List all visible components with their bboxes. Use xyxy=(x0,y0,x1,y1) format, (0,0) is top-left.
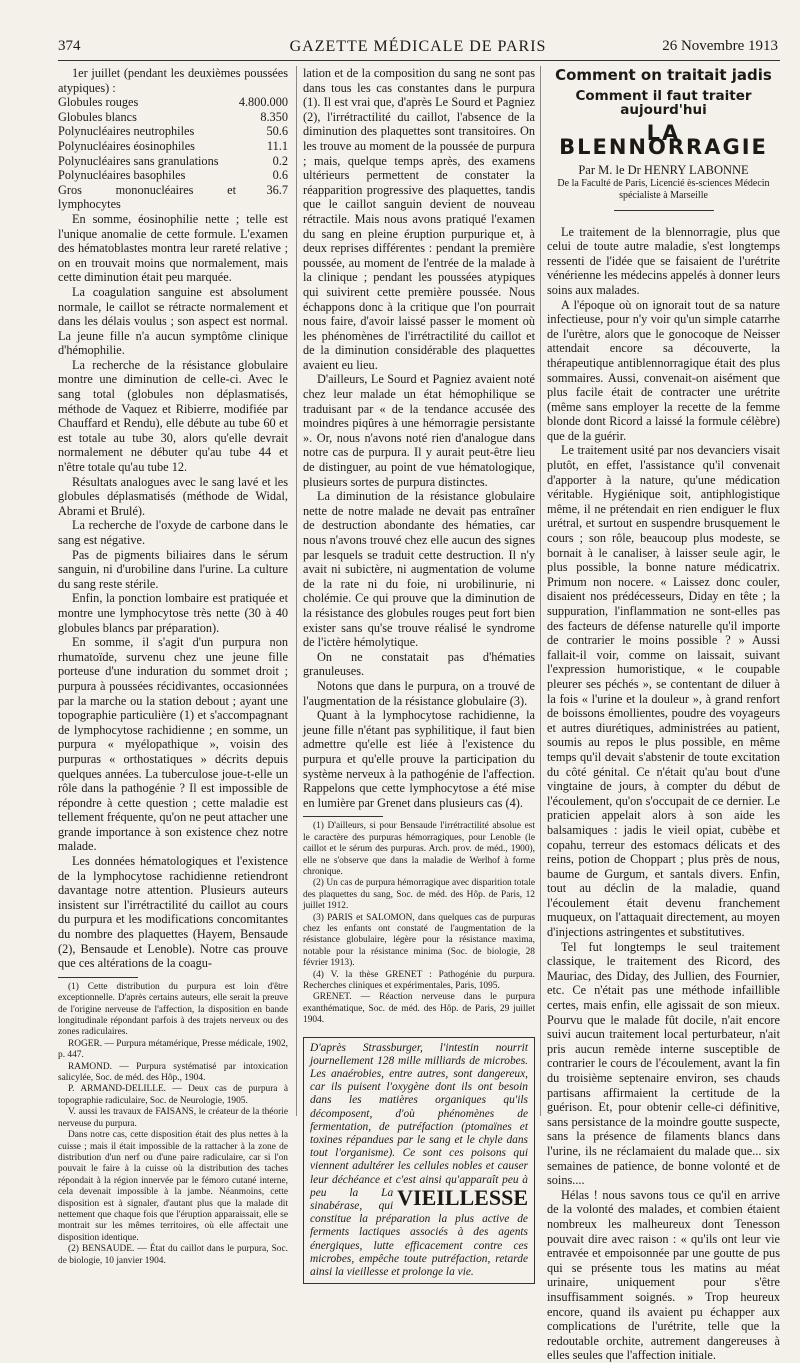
footnote: (1) Cette distribution du purpura est loin d'être exceptionnelle. D'après certains auteurs, elle serait la preuve de l'origine nerveuse de l'affection, la disposition en bande longitudinale répondant parfois à des trajets nerveux ou des zones radiculaires. xyxy=(58,981,288,1038)
footnotes xyxy=(58,982,288,1267)
paragraph: En somme, éosinophilie nette ; telle est l'unique anomalie de cette formule. L'examen des hématoblastes montra leur rareté relative ; on en trouvait moins que normalement, mais cette diminution était peu marquée. xyxy=(58,211,288,285)
list-item: Globules blancs 8.350 xyxy=(58,109,288,124)
ad-headline: VIEILLESSE xyxy=(397,1184,528,1210)
column-divider xyxy=(540,66,541,1116)
paragraph: A l'époque où on ignorait tout de sa nature infectieuse, pour n'y voir qu'un simple catarrhe de l'urètre, alors que le gonocoque de Neisser attendait encore sa découverte, la thérapeutique antiblennorragique était des plus sommaires. Aussi, convenait-on aisément que plus facile était de contracter une urétrite (même sans employer la recette de la femme blonde dont Ricord a laissé la formule célèbre) que de la guérir. xyxy=(547,297,780,443)
footnote: GRENET. — Réaction nerveuse dans le purpura exanthématique, Soc. de méd. des Hôp. de Paris, 29 juillet 1904. xyxy=(303,992,535,1026)
author-affiliation: De la Faculté de Paris, Licencié ès-sciences Médecin spécialiste à Marseille xyxy=(557,177,770,201)
ad-text: D'après Strassburger, l'intestin nourrit journellement 128 mille milliards de microbes. Les anaérobies, entre autres, sont dangereux, car ils puisent l'oxygène dont ils ont besoin dans les matières organiques qu'ils décomposent, d'où phénomènes de fermentation, de putréfaction (ptomaïnes et toxines répandues par le sang et le chyle dans tout l'organisme). Ce sont ces poisons qui viennent adultérer les cellules nobles et causer leur déchéance et c'est ainsi qu'apparaît peu à peu la xyxy=(310,1041,528,1199)
paragraph: Résultats analogues avec le sang lavé et les globules déplasmatisés (méthode de Widal, Abrami et Brulé). xyxy=(58,474,288,518)
header-rule xyxy=(58,60,780,61)
paragraph: Hélas ! nous savons tous ce qu'il en arrive de la volonté des malades, et combien étaient nombreux les malheureux dont Tenesson pouvait dire avec raison : « qu'ils ont leur vie entravée et empoisonnée par une goutte de pus qui se présente tous les matins au méat urinaire, uniquement pour s'être insuffisamment soignés. » Trop heureux encore, quand ils avaient pu échapper aux complications de l'urétrite, telle que la redoutable orchite, autrement dangereuses à elles seules que l'affection initiale. xyxy=(547,1187,780,1363)
footnote: P. ARMAND-DELILLE. — Deux cas de purpura à topographie radiculaire, Soc. de Neurologie, 1905. xyxy=(58,1084,288,1106)
column-divider xyxy=(296,66,297,1116)
footnote: (1) D'ailleurs, si pour Bensaude l'irrétractilité absolue est le caractère des purpuras hémorragiques, pour Lenoble (le caillot et le sérum des purpuras. Arch. prov. de méd., 1900), elle ne s'observe que dans la maladie de Werlhof à forme chronique. xyxy=(303,821,535,877)
ad-text-2: La sinabérase, qui constitue la préparation la plus active de ferments lactiques associés à des agents énergiques, lutte efficacement contre ces microbes, empêche toute putréfaction, retarde ainsi la vieillesse et prolonge la vie. xyxy=(310,1186,528,1279)
column-1 xyxy=(58,66,288,1267)
footnote: Dans notre cas, cette disposition était des plus nettes à la cuisse ; mais il était impossible de la rattacher à la zone de distribution d'un nerf ou d'une paire radiculaire, car si l'on pouvait le faire à la cuisse où la distribution des taches répondait à la région innervée par le fémoro cutané interne, cela devenait impossible à la jambe. Néanmoins, cette disposition est à signaler, d'autant plus que la malade dit nettement que chaque fois que l'éruption apparaissait, elle se montrait sur les mêmes territoires, où elle affectait une disposition identique. xyxy=(58,1130,288,1243)
title-rule xyxy=(614,210,714,211)
footnote: (4) V. la thèse GRENET : Pathogénie du purpura. Recherches cliniques et expérimentales, Paris, 1095. xyxy=(303,969,535,991)
paragraph: lation et de la composition du sang ne sont pas dans tous les cas constantes dans le purpura (1). Il est vrai que, d'après Le Sourd et Pagniez (2), l'irrétractilité du caillot, l'absence de la diminution des plaquettes sont transitoires. On les trouve au moment de la poussée de purpura ; mais, quelque temps après, des examens ultérieurs permettent de constater la réapparition progressive des plaquettes, tandis que le caillot sanguin devient de nouveau rétractile. Mais nous avons pratiqué l'examen du sang en pleine éruption purpurique et, à deux reprises différentes : pendant la première poussée, au moment de l'entrée de la malade à la clinique ; pendant les poussées atypiques qui suivirent cette première poussée. Nous échappons donc à la critique que l'on pourrait nous faire, d'avoir laissé passer le moment où les phénomènes de l'irrétractilité du caillot et de la diminution considérable des plaquettes avaient eu lieu. xyxy=(303,66,535,372)
footnote: V. aussi les travaux de FAISANS, le créateur de la théorie nerveuse du purpura. xyxy=(58,1107,288,1129)
list-item: Polynucléaires éosinophiles 11.1 xyxy=(58,138,288,153)
paragraph: La coagulation sanguine est absolument normale, le caillot se rétracte normalement et dans les délais voulus ; son aspect est normal. La jeune fille n'a aucun symptôme clinique d'hémophilie. xyxy=(58,284,288,358)
footnotes xyxy=(303,821,535,1026)
footnote: ROGER. — Purpura métamérique, Presse médicale, 1902, p. 447. xyxy=(58,1038,288,1061)
footnote-rule xyxy=(58,977,138,978)
issue-date: 26 Novembre 1913 xyxy=(662,38,778,54)
article-subtitle: Comment il faut traiter aujourd'hui xyxy=(575,87,752,119)
footnote: (3) PARIS et SALOMON, dans quelques cas de purpuras chez les enfants ont constaté de l'augmentation de la résistance globulaire, légère pour la résistance maxima, notable pour la résistance minima (Soc. de biologie, 28 février 1913). xyxy=(303,912,535,969)
paragraph: La diminution de la résistance globulaire nette de notre malade ne devait pas entraîner de destruction abondante des hématies, car nous n'avons trouvé chez elle aucun des signes par lesquels se traduit cette destruction. Il n'y avait ni subictère, ni augmentation de volume de la rate ni du foie, ni urobilinurie, ni cholémie. Ce qui prouve que la diminution de la résistance des globules rouges peut fort bien exister sans qu'se trouve réalisé le syndrome de l'ictère hémolytique. xyxy=(303,489,535,650)
list-item: Polynucléaires neutrophiles 50.6 xyxy=(58,124,288,139)
blood-count-list xyxy=(58,95,288,212)
list-item: Polynucléaires sans granulations 0.2 xyxy=(58,153,288,168)
journal-title: GAZETTE MÉDICALE DE PARIS xyxy=(289,38,547,55)
paragraph: Quant à la lymphocytose rachidienne, la jeune fille n'étant pas syphilitique, il faut bien admettre qu'elle est liée à l'existence du purpura et qu'elle prouve la participation du système nerveux à la pathogénie de l'affection. Rappelons que cette lymphocytose a été mise en lumière par Grenet dans plusieurs cas (4). xyxy=(303,708,535,810)
paragraph: La recherche de la résistance globulaire montre une diminution de celle-ci. Avec le sang total (globules non déplasmatisés, méthode de Vaquez et Ribierre, modifiée par Chauffard et Rendu), elle débute au tube 60 et est totale au tube 30, alors qu'elle devrait normalement ne débuter qu'au tube 44 et n'être totale qu'au tube 12. xyxy=(58,357,288,475)
blood-count-lead: 1er juillet (pendant les deuxièmes poussées atypiques) : xyxy=(58,66,288,95)
paragraph: En somme, il s'agit d'un purpura non rhumatoïde, survenu chez une jeune fille porteuse d'une induration du sommet droit ; purpura à poussées récidivantes, occasionnées par la marche ou la station debout ; ayant une topographie particulière (1) et s'accompagnant de lymphocytose rachidienne ; en somme, un purpura « myélopathique », voisin des purpuras « orthostatiques » décrits depuis quelques années. La tuberculose joue-t-elle un rôle dans la pathogénie ? Il est impossible de répondre à cette question ; cette maladie est tellement fréquente, qu'on ne peut attacher une grande importance à son existence chez notre malade. xyxy=(58,635,288,854)
footnote: (2) Un cas de purpura hémorragique avec disparition totale des plaquettes du sang, Soc. de méd. des Hôp. de Paris, 12 juillet 1912. xyxy=(303,878,535,912)
column-3 xyxy=(547,66,780,1363)
page-header xyxy=(58,38,778,62)
paragraph: Le traitement usité par nos devanciers visait plutôt, en effet, l'assistance qu'il convenait d'apporter à la nature, qu'une médication véritable. Hygiénique soit, antiphlogistique même, il ne prétendait en rien endiguer le flux urétral, et surtout en suspendre brusquement le cours ; son rôle, beaucoup plus modeste, se bornait à le canaliser, à laisser seule agir, le plus possible, la bonne nature médicatrix. Primum non nocere. « Laissez donc couler, disaient nos prédécesseurs, Diday en tête ; la suppuration, l'inflammation ne sont-elles pas des facteurs de défense naturelle qu'il importe de contrarier le moins possible ? » Aussi fallait-il voir, comme on laissait, suivant l'expression humoristique, « le coupable pleurer ses péchés », se contentant de diluer à la fois « l'urine et la douleur », à grand renfort de boissons émollientes, poudre des voyageurs et autres diurétiques, administrées au patient, soumis au repos le plus possible, en même temps qu'il devait s'abstenir de toute excitation du côté génital. Ce n'était qu'au bout d'une vingtaine de jours, à compter du début de l'écoulement, qu'on s'occupait de ce dernier. Le praticien appelait alors à son aide les balsamiques : jadis le vieil opiat, cubèbe et copahu, terreur des estomacs délicats et des reins, potion de Choppart ; plus près de nous, baume de Gurgum, et santals divers. Enfin, tout au déclin de la maladie, quand l'écoulement était devenu franchement muqueux, on l'attaquait directement, au moyen d'injections astringentes et substitutives. xyxy=(547,443,780,940)
list-item: Gros mononucléaires et lymphocytes 36.7 xyxy=(58,182,288,212)
paragraph: La recherche de l'oxyde de carbone dans le sang est négative. xyxy=(58,518,288,547)
paragraph: Notons que dans le purpura, on a trouvé de l'augmentation de la résistance globulaire (3). xyxy=(303,678,535,708)
advertisement-box xyxy=(303,1037,535,1285)
column-2 xyxy=(303,66,535,1284)
paragraph: Pas de pigments biliaires dans le sérum sanguin, ni d'urobiline dans l'urine. La culture du sang reste stérile. xyxy=(58,547,288,591)
paragraph: Les données hématologiques et l'existence de la lymphocytose rachidienne retiendront davantage notre attention. Plusieurs auteurs insistent sur l'irrétractilité du caillot au cours du purpura et les modifications concomitantes du nombre des plaquettes (Hayem, Bensaude (2), Bensaude et Lenoble). Notre cas prouve que ces altérations de la coagu- xyxy=(58,854,288,971)
list-item: Polynucléaires basophiles 0.6 xyxy=(58,168,288,183)
list-item: Globules rouges 4.800.000 xyxy=(58,95,288,110)
page-number: 374 xyxy=(58,38,81,54)
article-byline: Par M. le Dr HENRY LABONNE xyxy=(578,162,749,177)
article-kicker: Comment on traitait jadis xyxy=(555,66,772,84)
footnote: RAMOND. — Purpura systématisé par intoxication salicylée, Soc. de méd. des Hôp., 1904. xyxy=(58,1061,288,1084)
article-title: LA BLENNORRAGIE xyxy=(559,120,768,160)
footnote-rule xyxy=(303,816,383,817)
paragraph: Tel fut longtemps le seul traitement classique, le traitement des Ricord, des Mauriac, des Diday, des Jullien, des Fournier, etc. Ce n'était pas une méthode infaillible certes, mais enfin, elle agissait de son mieux. Pourvu que le malade fût docile, n'ait encore suivi aucun traitement local perturbateur, n'ait pris aucun remède interne susceptible de contrarier le cours de l'écoulement, avant la fin du troisième septenaire environ, ses chauds partisans affirmaient la certitude de la guérison. Et, pour obtenir celle-ci définitive, sans persistance de la moindre goutte suspecte, sans la présence de filaments blancs dans l'urine, ils ne réclamaient du malade que... six semaines de patience, de bonne volonté et de soins.... xyxy=(547,939,780,1188)
paragraph: Enfin, la ponction lombaire est pratiquée et montre une lymphocytose très nette (30 à 40 globules blancs par préparation). xyxy=(58,591,288,635)
paragraph: Le traitement de la blennorragie, plus que celui de toute autre maladie, s'est longtemps ressenti de l'idée que se faisaient de l'urétrite vénérienne les médecins appelés à donner leurs soins aux malades. xyxy=(547,224,780,297)
footnote: (2) BENSAUDE. — État du caillot dans le purpura, Soc. de biologie, 10 janvier 1904. xyxy=(58,1244,288,1266)
paragraph: D'ailleurs, Le Sourd et Pagniez avaient noté chez leur malade un état hémophilique se traduisant par « de la tendance accusée des moindres piqûres à une hémorragie persistante ». Or, nous n'avons noté rien d'analogue dans notre cas de purpura. Il y aurait peut-être lieu de distinguer, au point de vue hématologique, plusieurs sortes de purpura distinctes. xyxy=(303,372,535,489)
paragraph: On ne constatait pas d'hématies granuleuses. xyxy=(303,649,535,679)
